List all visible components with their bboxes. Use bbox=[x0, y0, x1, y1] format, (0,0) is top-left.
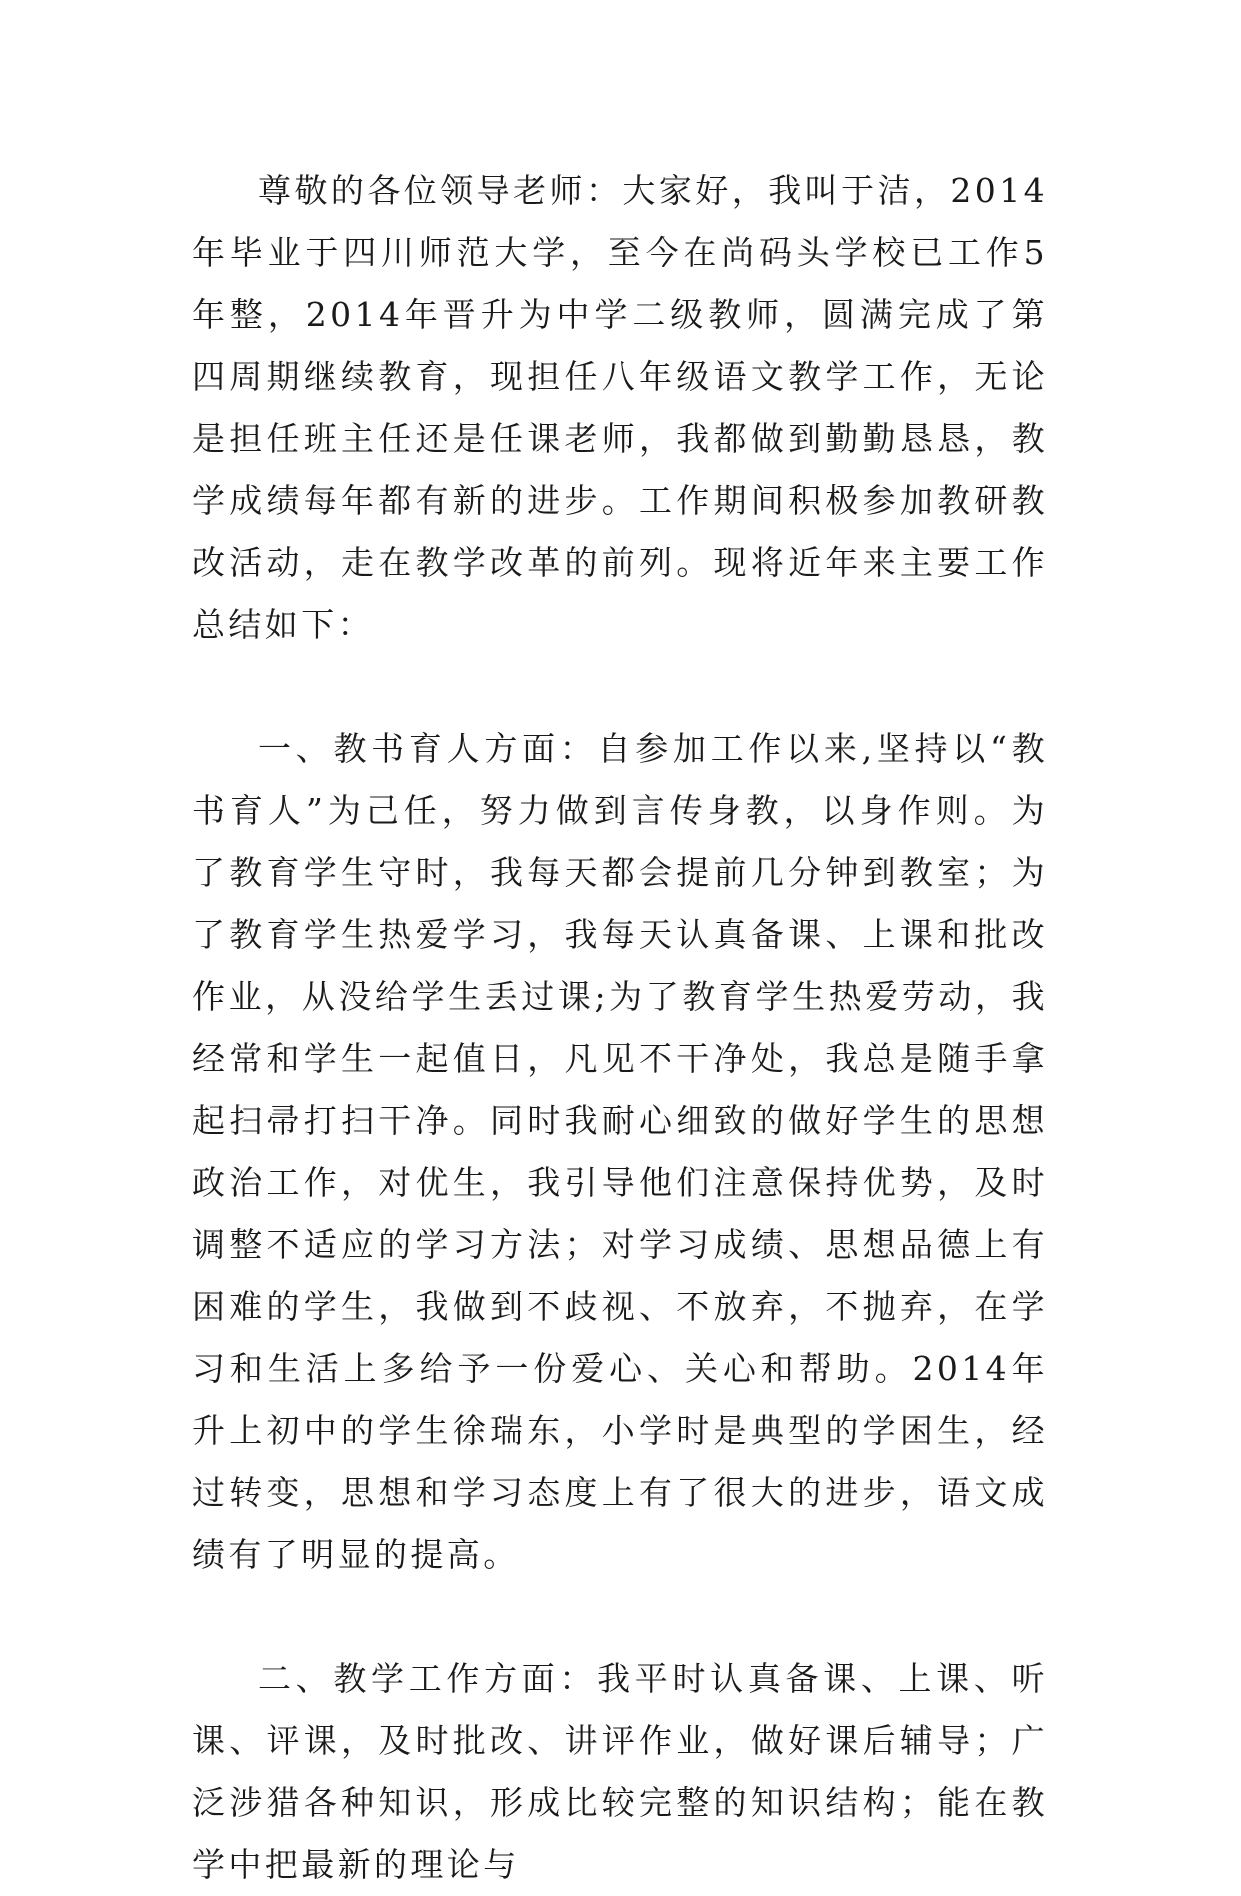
paragraph-teaching-work: 二、教学工作方面：我平时认真备课、上课、听课、评课，及时批改、讲评作业，做好课后辅导；广泛涉猎各种知识，形成比较完整的知识结构；能在教学中把最新的理论与 bbox=[192, 1659, 1048, 1884]
document-body bbox=[192, 160, 1048, 1896]
paragraph-teaching-and-educating: 一、教书育人方面：自参加工作以来,坚持以“教书育人”为己任，努力做到言传身教，以身作则。为了教育学生守时，我每天都会提前几分钟到教室；为了教育学生热爱学习，我每天认真备课、上课和批改作业，从没给学生丢过课;为了教育学生热爱劳动，我经常和学生一起值日，凡见不干净处，我总是随手拿起扫帚打扫干净。同时我耐心细致的做好学生的思想政治工作，对优生，我引导他们注意保持优势，及时调整不适应的学习方法；对学习成绩、思想品德上有困难的学生，我做到不歧视、不放弃，不抛弃，在学习和生活上多给予一份爱心、关心和帮助。2014年升上初中的学生徐瑞东，小学时是典型的学困生，经过转变，思想和学习态度上有了很大的进步，语文成绩有了明显的提高。 bbox=[192, 729, 1048, 1574]
paragraph-introduction: 尊敬的各位领导老师：大家好，我叫于洁，2014年毕业于四川师范大学，至今在尚码头学校已工作5年整，2014年晋升为中学二级教师，圆满完成了第四周期继续教育，现担任八年级语文教学工作，无论是担任班主任还是任课老师，我都做到勤勤恳恳，教学成绩每年都有新的进步。工作期间积极参加教研教改活动，走在教学改革的前列。现将近年来主要工作总结如下： bbox=[192, 171, 1048, 644]
